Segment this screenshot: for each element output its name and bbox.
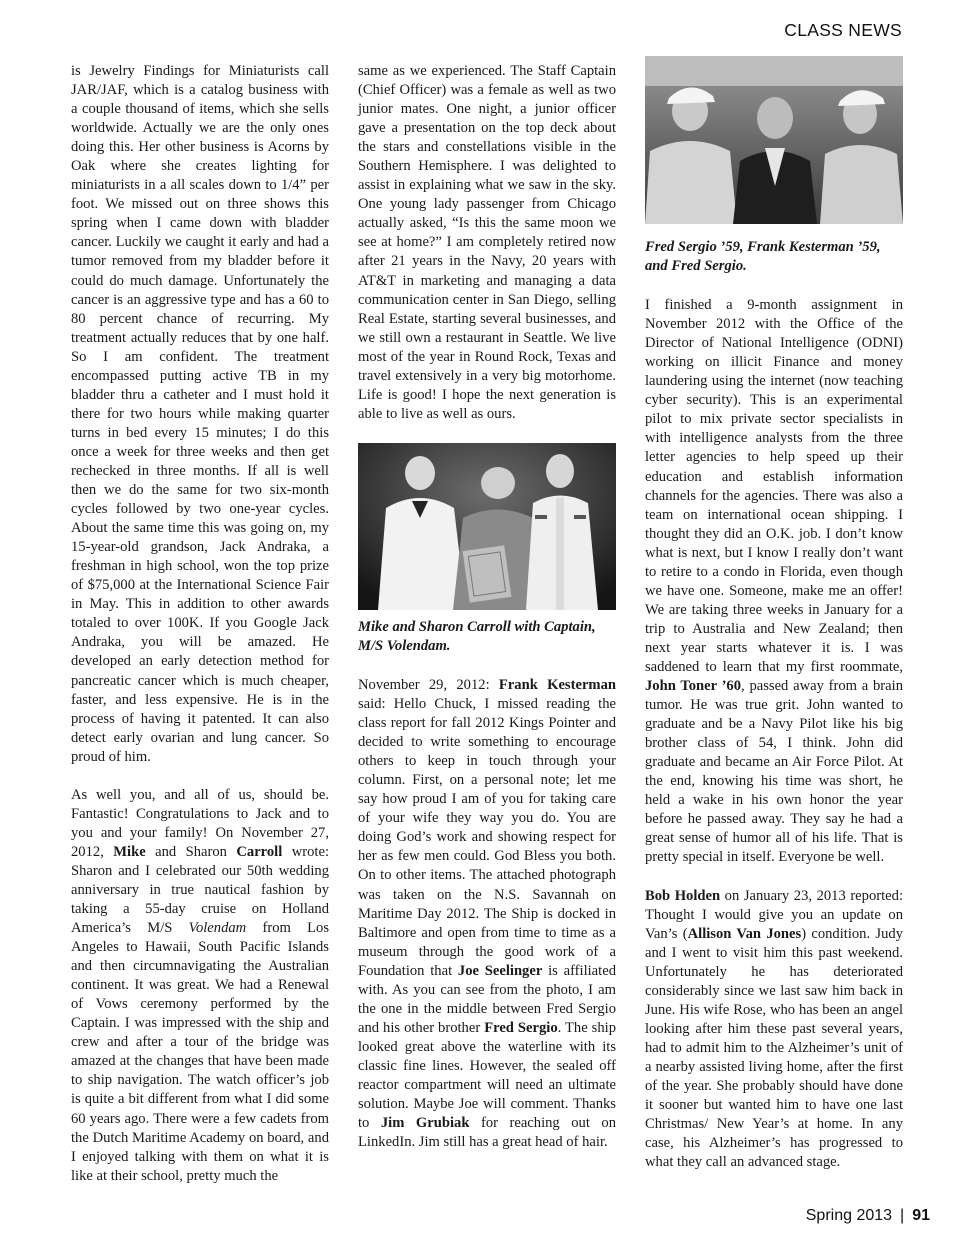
name-frank-kesterman: Frank Kesterman — [498, 676, 616, 693]
paragraph: As well you, and all of us, should be. Fantastic! Congratulations to Jack and to you and your family! On November 27, 2012, Mike and Sharon Carroll wrote: Sharon and I celebrated our 50th wedding anniversary in true nautical fashion by taking a 55-day cruise on Holland America’s M/S Volendam from Los Angeles to Hawaii, South Pacific Islands and then circumnavigating the Australian continent. It was great. We had a Renewal of Vows ceremony performed by the Captain. I was impressed with the ship and crew and after a tour of the bridge was amazed at the changes that have been made to ship navigation. The watch officer’s job is quite a bit different from what I did some 60 years ago. There were a few cadets from the Dutch Maritime Academy on board, and I enjoyed talking with them on what it is like at their school, pretty much the — [71, 786, 330, 1184]
name-jim-grubiak: Jim Grubiak — [380, 1115, 470, 1132]
page-footer — [806, 1207, 930, 1225]
paragraph: I finished a 9-month assignment in November 2012 with the Office of the Director of National Intelligence (ODNI) working on illicit Finance and money laundering using the internet (now teaching cyber security). This is an experimental pilot to mix private sector specialists in with intelligence analysts from the three letter agencies to help speed up their education and establish information channels for the agencies. There was also a team on international ocean shipping. I thought they did an O.K. job. I don’t know what is next, but I know I really don’t want to retire to a condo in Florida, even though we have one. Someone, make me an offer! We are taking three weeks in January for a trip to Australia and New Zealand; then next year starts whatever it is. I was saddened to learn that my first roommate, John Toner ’60, passed away from a brain tumor. He was true grit. John wanted to graduate and be a Navy Pilot like his big brother class of 54, I think. John did graduate and became an Air Force Pilot. At the end, knowing his time was short, he held a wake in his own honor the year before he passed away. They say he had a great sense of humor all of his life. That is pretty special in itself. Everyone be well. — [645, 297, 903, 866]
name-mike: Mike — [113, 843, 146, 860]
name-bob-holden: Bob Holden — [645, 887, 721, 904]
ship-name: Volendam — [188, 920, 247, 937]
paragraph: Bob Holden on January 23, 2013 reported: Thought I would give you an update on Van’s (Allison Van Jones) condition. Judy and I went to visit him this past weekend. Unfortunately he has deteriorated considerably since we last saw him back in June. His wife Rose, who has been an angel looking after him these past several years, had to admit him to the Alzheimer’s unit of a nearby assisted living home, after the first of the year. She probably should have done it sooner but wanted him to have one last Christmas/ New Year’s at home. In any case, his Alzheimer’s has progressed to what they call an advanced stage. — [645, 887, 903, 1171]
photo-carroll-captain-image — [358, 443, 616, 610]
name-john-toner: John Toner ’60 — [645, 678, 742, 695]
column-1 — [71, 62, 329, 1205]
footer-separator: | — [900, 1207, 905, 1224]
issue-label: Spring 2013 — [805, 1207, 893, 1224]
paragraph: November 29, 2012: Frank Kesterman said: Hello Chuck, I missed reading the class report for fall 2012 Kings Pointer and decided to write something to encourage others to keep in touch through your column. First, on a personal note; let me say how proud I am of you for taking care of your wife they way you do. You are doing God’s work and showing respect for her as few men could. God Bless you both. On to other items. The attached photograph was taken on the N.S. Savannah on Maritime Day 2012. The Ship is docked in Baltimore and open from time to time as a museum through the good work of a Foundation that Joe Seelinger is affiliated with. As you can see from the photo, I am the one in the middle between Fred Sergio and his other brother Fred Sergio. The ship looked great above the waterline with its classic fine lines. However, the sealed off reactor compartment will need an ultimate solution. Maybe Joe will comment. Thanks to Jim Grubiak for reaching out on LinkedIn. Jim still has a great head of hair. — [358, 676, 617, 1151]
page-number: 91 — [912, 1207, 930, 1224]
paragraph: is Jewelry Findings for Miniaturists call JAR/JAF, which is a catalog business with a couple thousand of items, which she sells worldwide. Actually we are the only ones doing this. Her other business is Acorns by Oak where she creates lighting for miniaturists in a all scales down to 1/4” per foot. We missed out on three shows this spring when I came down with bladder cancer. Luckily we caught it early and had a tumor removed from my bladder before it could do much damage. Unfortunately the cancer is an aggressive type and has a 60 to 80 percent chance of recurring. My treatment actually reduces that by one half. So I am confident. The treatment encompassed putting active TB in my bladder thru a catheter and I must hold it there for two hours while making quarter turns in bed every 15 minutes; I do this once a week for three weeks and then get rechecked in three months. If all is well then we do the same for two six-month cycles followed by two one-year cycles. About the same time this was going on, my 15-year-old grandson, Jack Andraka, a freshman in high school, won the top prize of $75,000 at the International Science Fair in May. This in addition to other awards totaled to over 100K. If you Google Jack Andraka, you will be amazed. He developed an early detection method for pancreatic cancer which is much cheaper, faster, and less expensive. He is in the process of having it patented. It can also detect early ovarian and lung cancer. So proud of him. — [71, 63, 329, 765]
photo-carroll-captain — [358, 443, 616, 610]
paragraph: same as we experienced. The Staff Captain (Chief Officer) was a female as well as two junior mates. One night, a junior officer gave a presentation on the top deck about the stars and constellations visible in the Southern Hemisphere. I was delighted to assist in explaining what we saw in the sky. One young lady passenger from Chicago actually asked, “Is this the same moon we see at home?” I am completely retired now after 21 years in the Navy, 20 years with AT&T in marketing and managing a data communication center in San Diego, selling Real Estate, starting several businesses, and we still own a restaurant in Seattle. We live most of the year in Round Rock, Texas and travel extensively in a very big motorhome. Life is good! I hope the next generation is able to live as well as ours. — [358, 63, 616, 422]
section-header: CLASS NEWS — [784, 20, 902, 40]
photo-three-men — [645, 56, 903, 224]
column-3 — [645, 56, 903, 1191]
column-2 — [358, 62, 616, 1171]
photo-caption: Mike and Sharon Carroll with Captain, M/S Volendam. — [358, 618, 596, 654]
photo-caption: Fred Sergio ’59, Frank Kesterman ’59, and Fred Sergio. — [645, 239, 881, 275]
name-allison-van-jones: Allison Van Jones — [687, 925, 802, 942]
name-joe-seelinger: Joe Seelinger — [457, 962, 543, 979]
name-fred-sergio: Fred Sergio — [484, 1019, 558, 1036]
name-carroll: Carroll — [236, 843, 283, 860]
photo-three-men-image — [645, 56, 903, 224]
